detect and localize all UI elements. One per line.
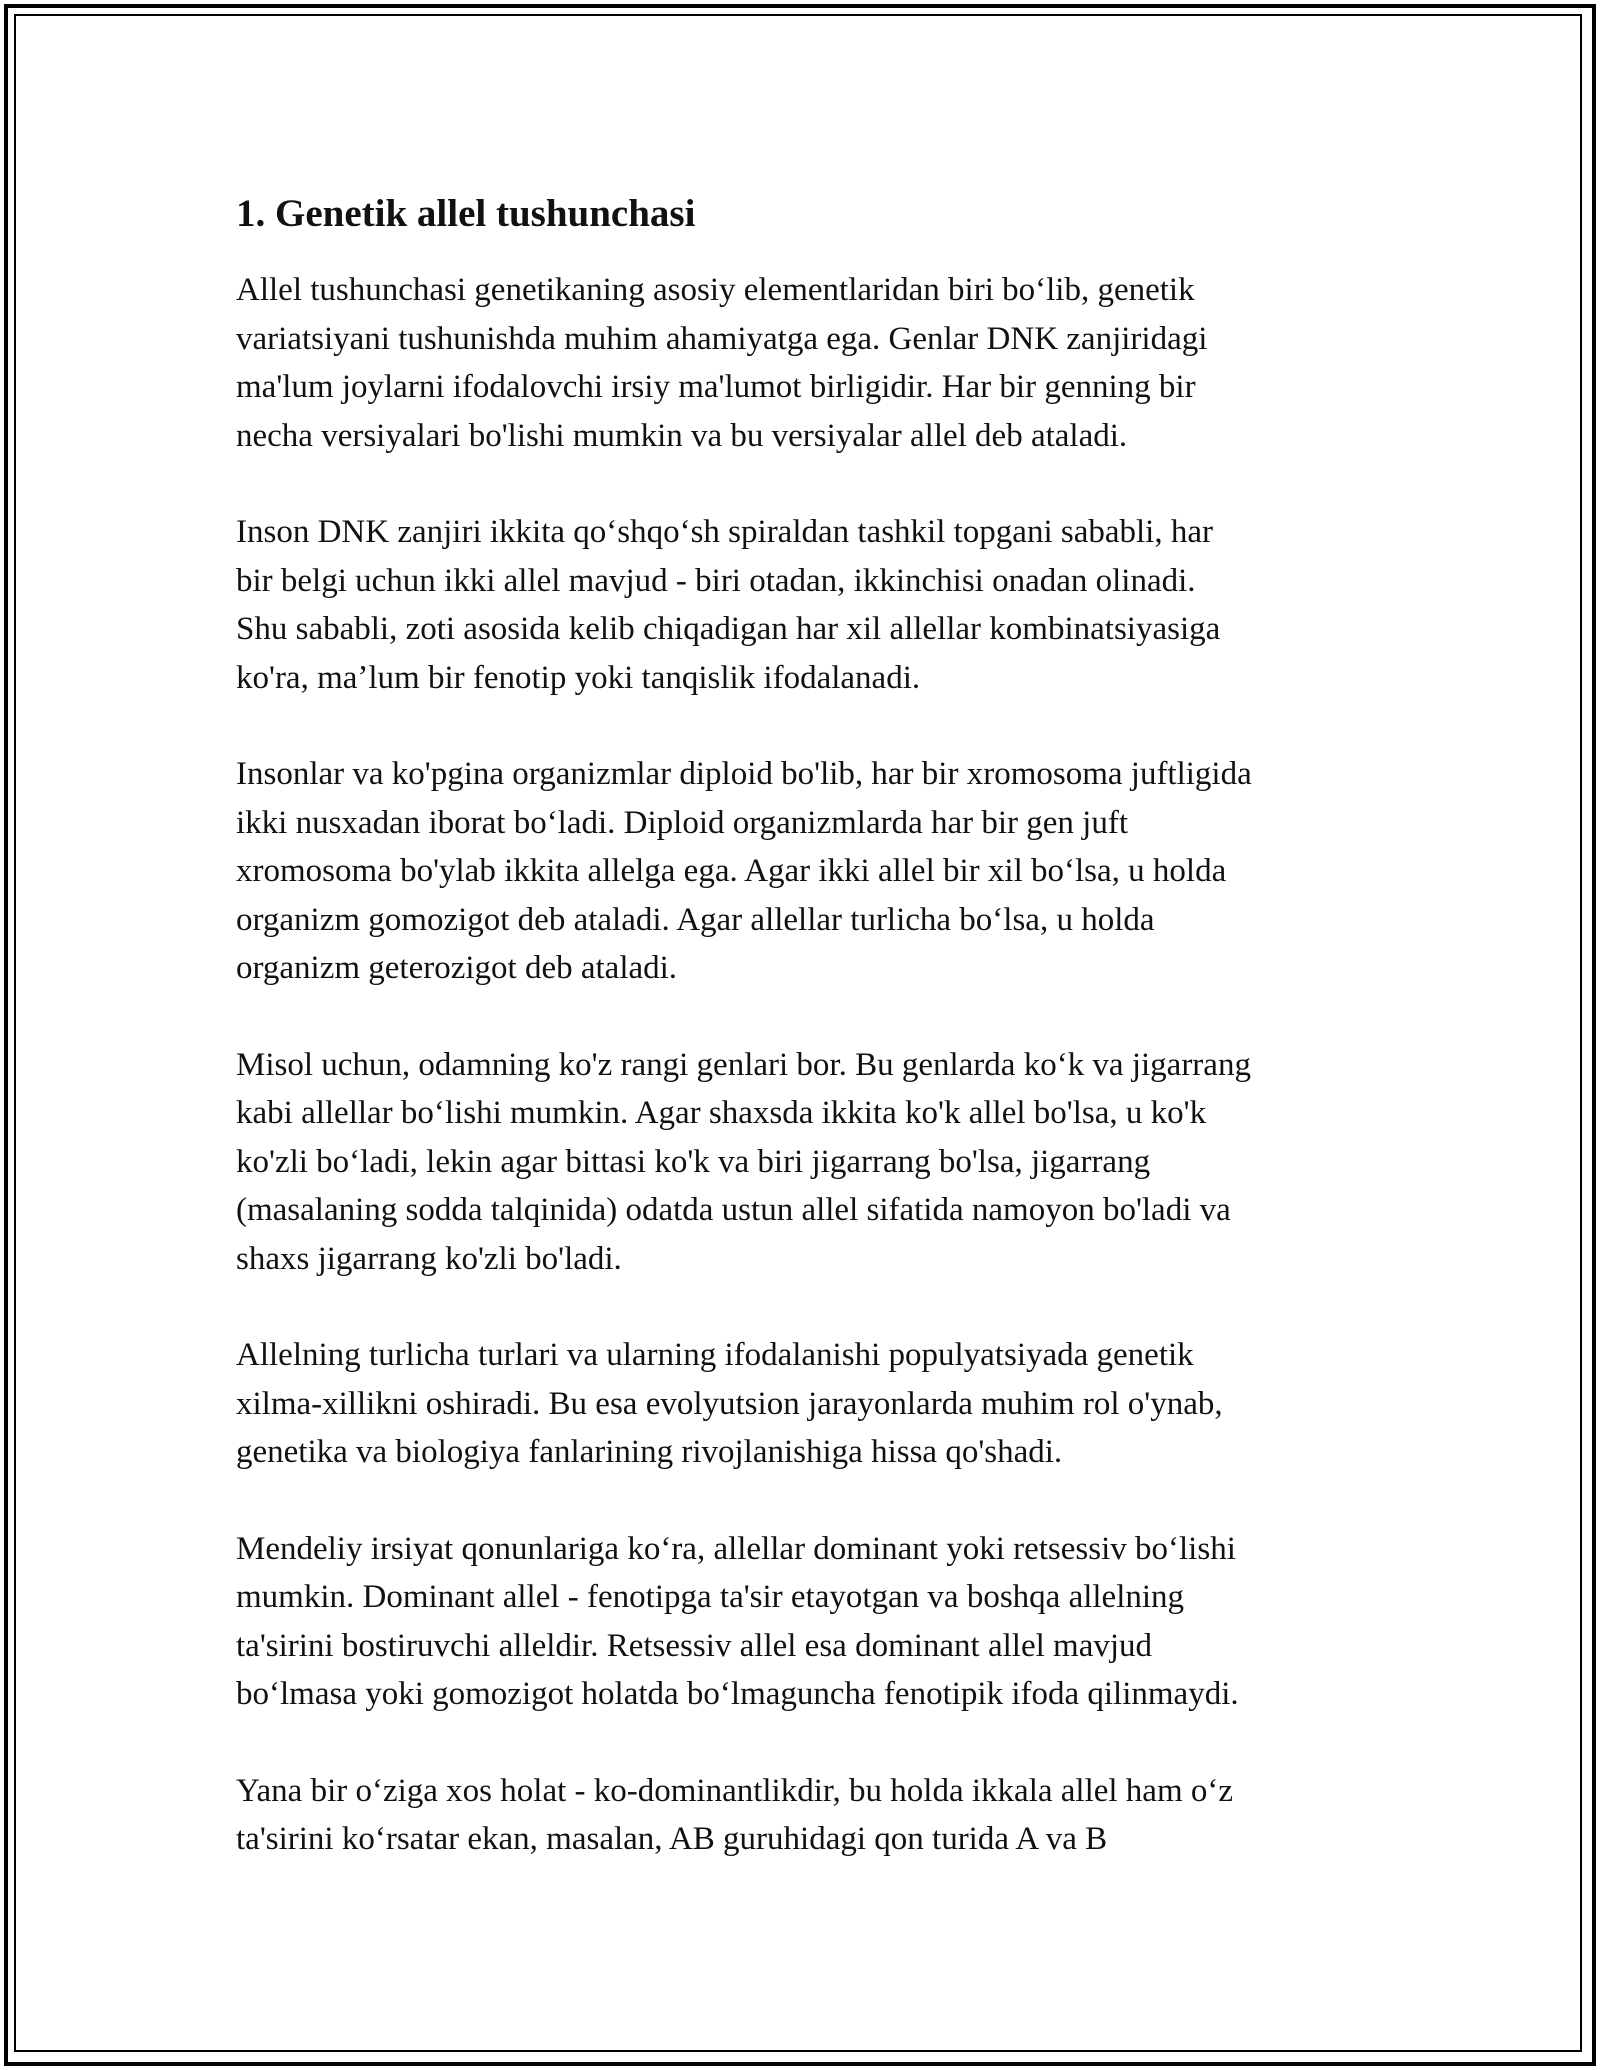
paragraph-list (236, 266, 1396, 1864)
section-heading: 1. Genetik allel tushunchasi (236, 192, 696, 235)
document-body (236, 186, 1396, 1912)
paragraph-line: ta'sirini koʻrsatar ekan, masalan, AB guruhidagi qon turida A va B (236, 1821, 1108, 1857)
paragraph (236, 1331, 1396, 1477)
paragraph-line: necha versiyalari bo'lishi mumkin va bu versiyalar allel deb ataladi. (236, 417, 1128, 454)
paragraph-line: Yana bir oʻziga xos holat - ko-dominantlikdir, bu holda ikkala allel ham oʻz (236, 1772, 1234, 1809)
paragraph-line: bir belgi uchun ikki allel mavjud - biri otadan, ikkinchisi onadan olinadi. (236, 562, 1196, 599)
paragraph-line: genetika va biologiya fanlarining rivojlanishiga hissa qo'shadi. (236, 1434, 1063, 1470)
paragraph-line: Mendeliy irsiyat qonunlariga koʻra, allellar dominant yoki retsessiv boʻlishi (236, 1530, 1236, 1567)
paragraph-line: Misol uchun, odamning ko'z rangi genlari bor. Bu genlarda koʻk va jigarrang (236, 1046, 1251, 1083)
paragraph-line: shaxs jigarrang ko'zli bo'ladi. (236, 1240, 622, 1277)
paragraph-line: xilma-xillikni oshiradi. Bu esa evolyutsion jarayonlarda muhim rol o'ynab, (236, 1385, 1223, 1422)
paragraph-line: ko'zli boʻladi, lekin agar bittasi ko'k va biri jigarrang bo'lsa, jigarrang (236, 1143, 1151, 1180)
paragraph-line: ikki nusxadan iborat boʻladi. Diploid organizmlarda har bir gen juft (236, 804, 1128, 841)
paragraph-line: kabi allellar boʻlishi mumkin. Agar shaxsda ikkita ko'k allel bo'lsa, u ko'k (236, 1095, 1207, 1131)
paragraph-line: Insonlar va ko'pgina organizmlar diploid bo'lib, har bir xromosoma juftligida (236, 756, 1252, 792)
paragraph (236, 508, 1396, 702)
paragraph (236, 266, 1396, 460)
paragraph-line: variatsiyani tushunishda muhim ahamiyatga ega. Genlar DNK zanjiridagi (236, 320, 1208, 357)
paragraph-line: Shu sababli, zoti asosida kelib chiqadigan har xil allellar kombinatsiyasiga (236, 611, 1221, 647)
paragraph-line: mumkin. Dominant allel - fenotipga ta'sir etayotgan va boshqa allelning (236, 1579, 1185, 1615)
paragraph (236, 1041, 1396, 1284)
paragraph-line: boʻlmasa yoki gomozigot holatda boʻlmaguncha fenotipik ifoda qilinmaydi. (236, 1676, 1239, 1712)
paragraph-line: Allelning turlicha turlari va ularning ifodalanishi populyatsiyada genetik (236, 1337, 1194, 1373)
paragraph-line: Allel tushunchasi genetikaning asosiy elementlaridan biri boʻlib, genetik (236, 272, 1195, 308)
paragraph-line: organizm gomozigot deb ataladi. Agar allellar turlicha boʻlsa, u holda (236, 901, 1155, 938)
paragraph-line: (masalaning sodda talqinida) odatda ustun allel sifatida namoyon bo'ladi va (236, 1192, 1231, 1228)
paragraph-line: ta'sirini bostiruvchi alleldir. Retsessiv allel esa dominant allel mavjud (236, 1627, 1153, 1664)
paragraph (236, 750, 1396, 993)
paragraph-line: organizm geterozigot deb ataladi. (236, 950, 678, 986)
paragraph-line: ko'ra, maʼlum bir fenotip yoki tanqislik ifodalanadi. (236, 659, 921, 696)
paragraph-line: Inson DNK zanjiri ikkita qoʻshqoʻsh spiraldan tashkil topgani sababli, har (236, 514, 1213, 550)
paragraph-line: xromosoma bo'ylab ikkita allelga ega. Agar ikki allel bir xil boʻlsa, u holda (236, 853, 1227, 889)
paragraph (236, 1525, 1396, 1719)
paragraph (236, 1767, 1396, 1864)
paragraph-line: ma'lum joylarni ifodalovchi irsiy ma'lumot birligidir. Har bir genning bir (236, 369, 1196, 405)
